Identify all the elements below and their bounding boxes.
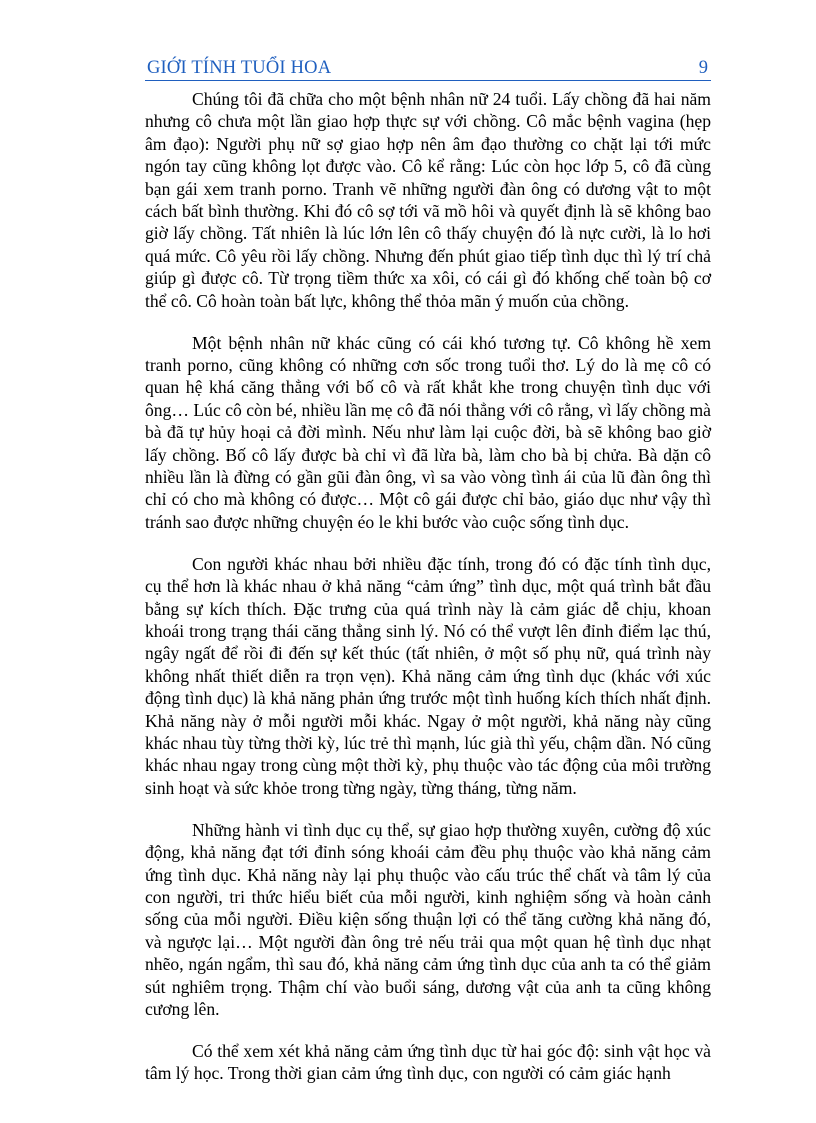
paragraph: Những hành vi tình dục cụ thể, sự giao hợp thường xuyên, cường độ xúc động, khả năng đạt tới đỉnh sóng khoái cảm đều phụ thuộc vào khả năng cảm ứng tình dục. Khả năng này lại phụ thuộc vào cấu trúc thể chất và tâm lý của con người, tri thức hiểu biết của mỗi người, kinh nghiệm sống và hoàn cảnh sống của mỗi người. Điều kiện sống thuận lợi có thể tăng cường khả năng đó, và ngược lại… Một người đàn ông trẻ nếu trải qua một quan hệ tình dục nhạt nhẽo, ngán ngẩm, thì sau đó, khả năng cảm ứng tình dục của anh ta có thể giảm sút nghiêm trọng. Thậm chí vào buổi sáng, dương vật của anh ta cũng không cương lên. bbox=[145, 819, 711, 1019]
header-title: GIỚI TÍNH TUỔI HOA bbox=[147, 58, 332, 78]
paragraph: Một bệnh nhân nữ khác cũng có cái khó tương tự. Cô không hề xem tranh porno, cũng không có những cơn sốc trong tuổi thơ. Lý do là mẹ cô có quan hệ khá căng thẳng với bố cô và rất khắt khe trong chuyện tình dục với ông… Lúc cô còn bé, nhiều lần mẹ cô đã nói thẳng với cô rằng, vì lấy chồng mà bà đã tự hủy hoại cả đời mình. Nếu như làm lại cuộc đời, bà sẽ không bao giờ lấy chồng. Bố cô lấy được bà chỉ vì đã lừa bà, làm cho bà bị chửa. Bà dặn cô nhiều lần là đừng có gần gũi đàn ông, vì sa vào vòng tình ái của lũ đàn ông thì chỉ có cho mà không có được… Một cô gái được chỉ bảo, giáo dục như vậy thì tránh sao được những chuyện éo le khi bước vào cuộc sống tình dục. bbox=[145, 332, 711, 532]
body-text bbox=[145, 88, 711, 1104]
running-header bbox=[145, 56, 710, 80]
paragraph: Có thể xem xét khả năng cảm ứng tình dục từ hai góc độ: sinh vật học và tâm lý học. Trong thời gian cảm ứng tình dục, con người có cảm giác hạnh bbox=[145, 1040, 711, 1084]
page-number: 9 bbox=[698, 58, 708, 78]
header-rule bbox=[145, 80, 711, 81]
paragraph: Con người khác nhau bởi nhiều đặc tính, trong đó có đặc tính tình dục, cụ thể hơn là khác nhau ở khả năng “cảm ứng” tình dục, một quá trình bắt đầu bằng sự kích thích. Đặc trưng của quá trình này là cảm giác dễ chịu, khoan khoái trong trạng thái căng thẳng sinh lý. Nó có thể vượt lên đỉnh điểm lạc thú, ngây ngất để rồi đi đến sự kết thúc (tất nhiên, ở một số phụ nữ, quá trình này không nhất thiết diễn ra trọn vẹn). Khả năng cảm ứng tình dục (khác với xúc động tình dục) là khả năng phản ứng trước một tình huống kích thích nhất định. Khả năng này ở mỗi người mỗi khác. Ngay ở một người, khả năng này cũng khác nhau tùy từng thời kỳ, lúc trẻ thì mạnh, lúc già thì yếu, chậm dần. Nó cũng khác nhau ngay trong cùng một thời kỳ, phụ thuộc vào tác động của môi trường sinh hoạt và sức khỏe trong từng ngày, từng tháng, từng năm. bbox=[145, 553, 711, 798]
paragraph: Chúng tôi đã chữa cho một bệnh nhân nữ 24 tuổi. Lấy chồng đã hai năm nhưng cô chưa một lần giao hợp thực sự với chồng. Cô mắc bệnh vagina (hẹp âm đạo): Người phụ nữ sợ giao hợp nên âm đạo thường co chặt lại tới mức ngón tay cũng không lọt được vào. Cô kể rằng: Lúc còn học lớp 5, cô đã cùng bạn gái xem tranh porno. Tranh vẽ những người đàn ông có dương vật to một cách bất bình thường. Khi đó cô sợ tới vã mồ hôi và quyết định là sẽ không bao giờ lấy chồng. Tất nhiên là lúc lớn lên cô thấy chuyện đó là nực cười, là lo hơi quá mức. Cô yêu rồi lấy chồng. Nhưng đến phút giao tiếp tình dục thì lý trí chả giúp gì được cô. Từ trọng tiềm thức xa xôi, có cái gì đó khống chế toàn bộ cơ thể cô. Cô hoàn toàn bất lực, không thể thỏa mãn ý muốn của chồng. bbox=[145, 89, 711, 311]
